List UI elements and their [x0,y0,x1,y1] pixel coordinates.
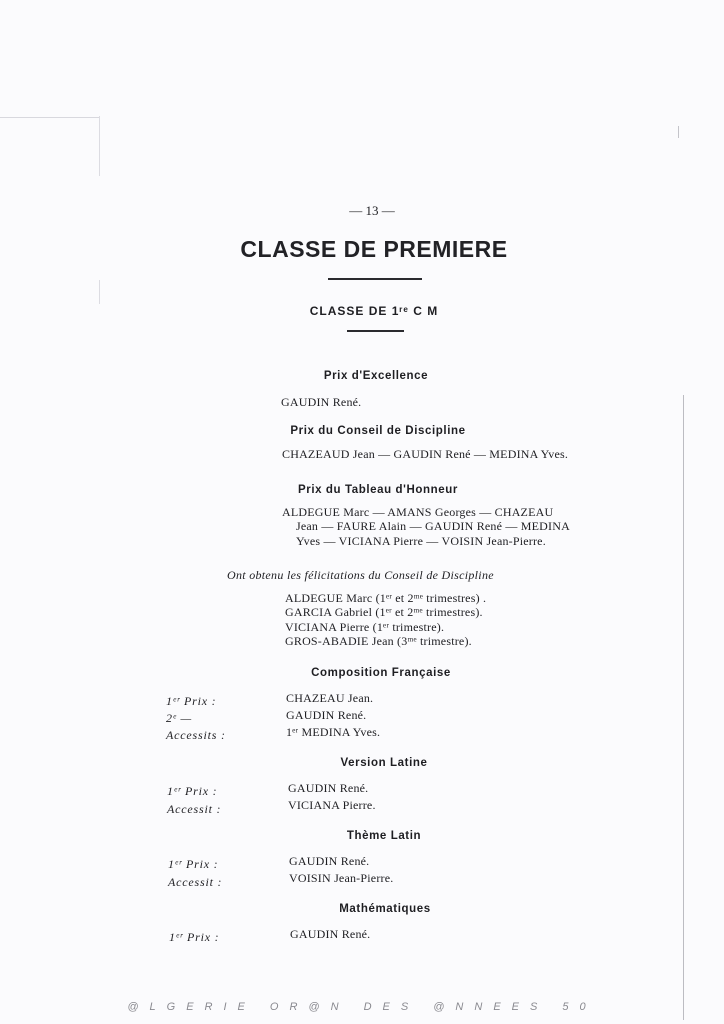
page-edge-mark [678,126,679,138]
prize-label: 1ᵉʳ Prix : [168,857,219,871]
title-rule [328,278,422,280]
heading-version: Version Latine [340,757,428,769]
page-number: — 13 — [349,203,395,218]
margin-rule [99,116,100,176]
felicitations-line: GARCIA Gabriel (1ᵉʳ et 2ᵐᵉ trimestres). [285,605,483,619]
heading-honneur: Prix du Tableau d'Honneur [297,484,458,496]
prize-winner: VICIANA Pierre. [288,798,376,812]
heading-excellence: Prix d'Excellence [323,370,429,382]
prize-label: 1ᵉʳ Prix : [167,784,218,798]
heading-theme: Thème Latin [346,830,422,842]
prize-winner: CHAZEAU Jean. [286,691,374,705]
page-title: CLASSE DE PREMIERE [240,236,508,262]
prize-label: 1ᵉʳ Prix : [166,694,217,708]
heading-composition: Composition Française [311,667,451,679]
subtitle-rule [347,330,404,332]
prize-label: Accessits : [166,728,226,742]
discipline-line: CHAZEAUD Jean — GAUDIN René — MEDINA Yves. [282,447,569,461]
footer-watermark: @LGERIE OR@N DES @NNEES 50 [127,1001,597,1013]
heading-math: Mathématiques [339,903,431,915]
honneur-line: Yves — VICIANA Pierre — VOISIN Jean-Pierre. [296,534,546,548]
prize-label: 1ᵉʳ Prix : [169,930,220,944]
margin-rule [99,280,100,304]
prize-winner: GAUDIN René. [288,781,369,795]
honneur-line: Jean — FAURE Alain — GAUDIN René — MEDINA [296,519,570,533]
prize-winner: 1ᵉʳ MEDINA Yves. [286,725,381,739]
prize-winner: GAUDIN René. [286,708,367,722]
prize-winner: GAUDIN René. [290,927,371,941]
excellence-line: GAUDIN René. [281,395,362,409]
prize-label: Accessit : [167,802,222,816]
prize-label: Accessit : [168,875,223,889]
felicitations-line: GROS-ABADIE Jean (3ᵐᵉ trimestre). [285,634,472,648]
felicitations-line: VICIANA Pierre (1ᵉʳ trimestre). [285,620,445,634]
margin-rule [0,117,100,118]
prize-winner: VOISIN Jean-Pierre. [289,871,394,885]
heading-felicitations: Ont obtenu les félicitations du Conseil de Discipline [227,568,494,582]
class-subtitle: CLASSE DE 1ʳᵉ C M [309,304,439,318]
prize-winner: GAUDIN René. [289,854,370,868]
heading-discipline: Prix du Conseil de Discipline [290,425,466,437]
felicitations-line: ALDEGUE Marc (1ᵉʳ et 2ᵐᵉ trimestres) . [285,591,487,605]
prize-label: 2ᵉ — [166,711,193,725]
honneur-line: ALDEGUE Marc — AMANS Georges — CHAZEAU [282,505,554,519]
